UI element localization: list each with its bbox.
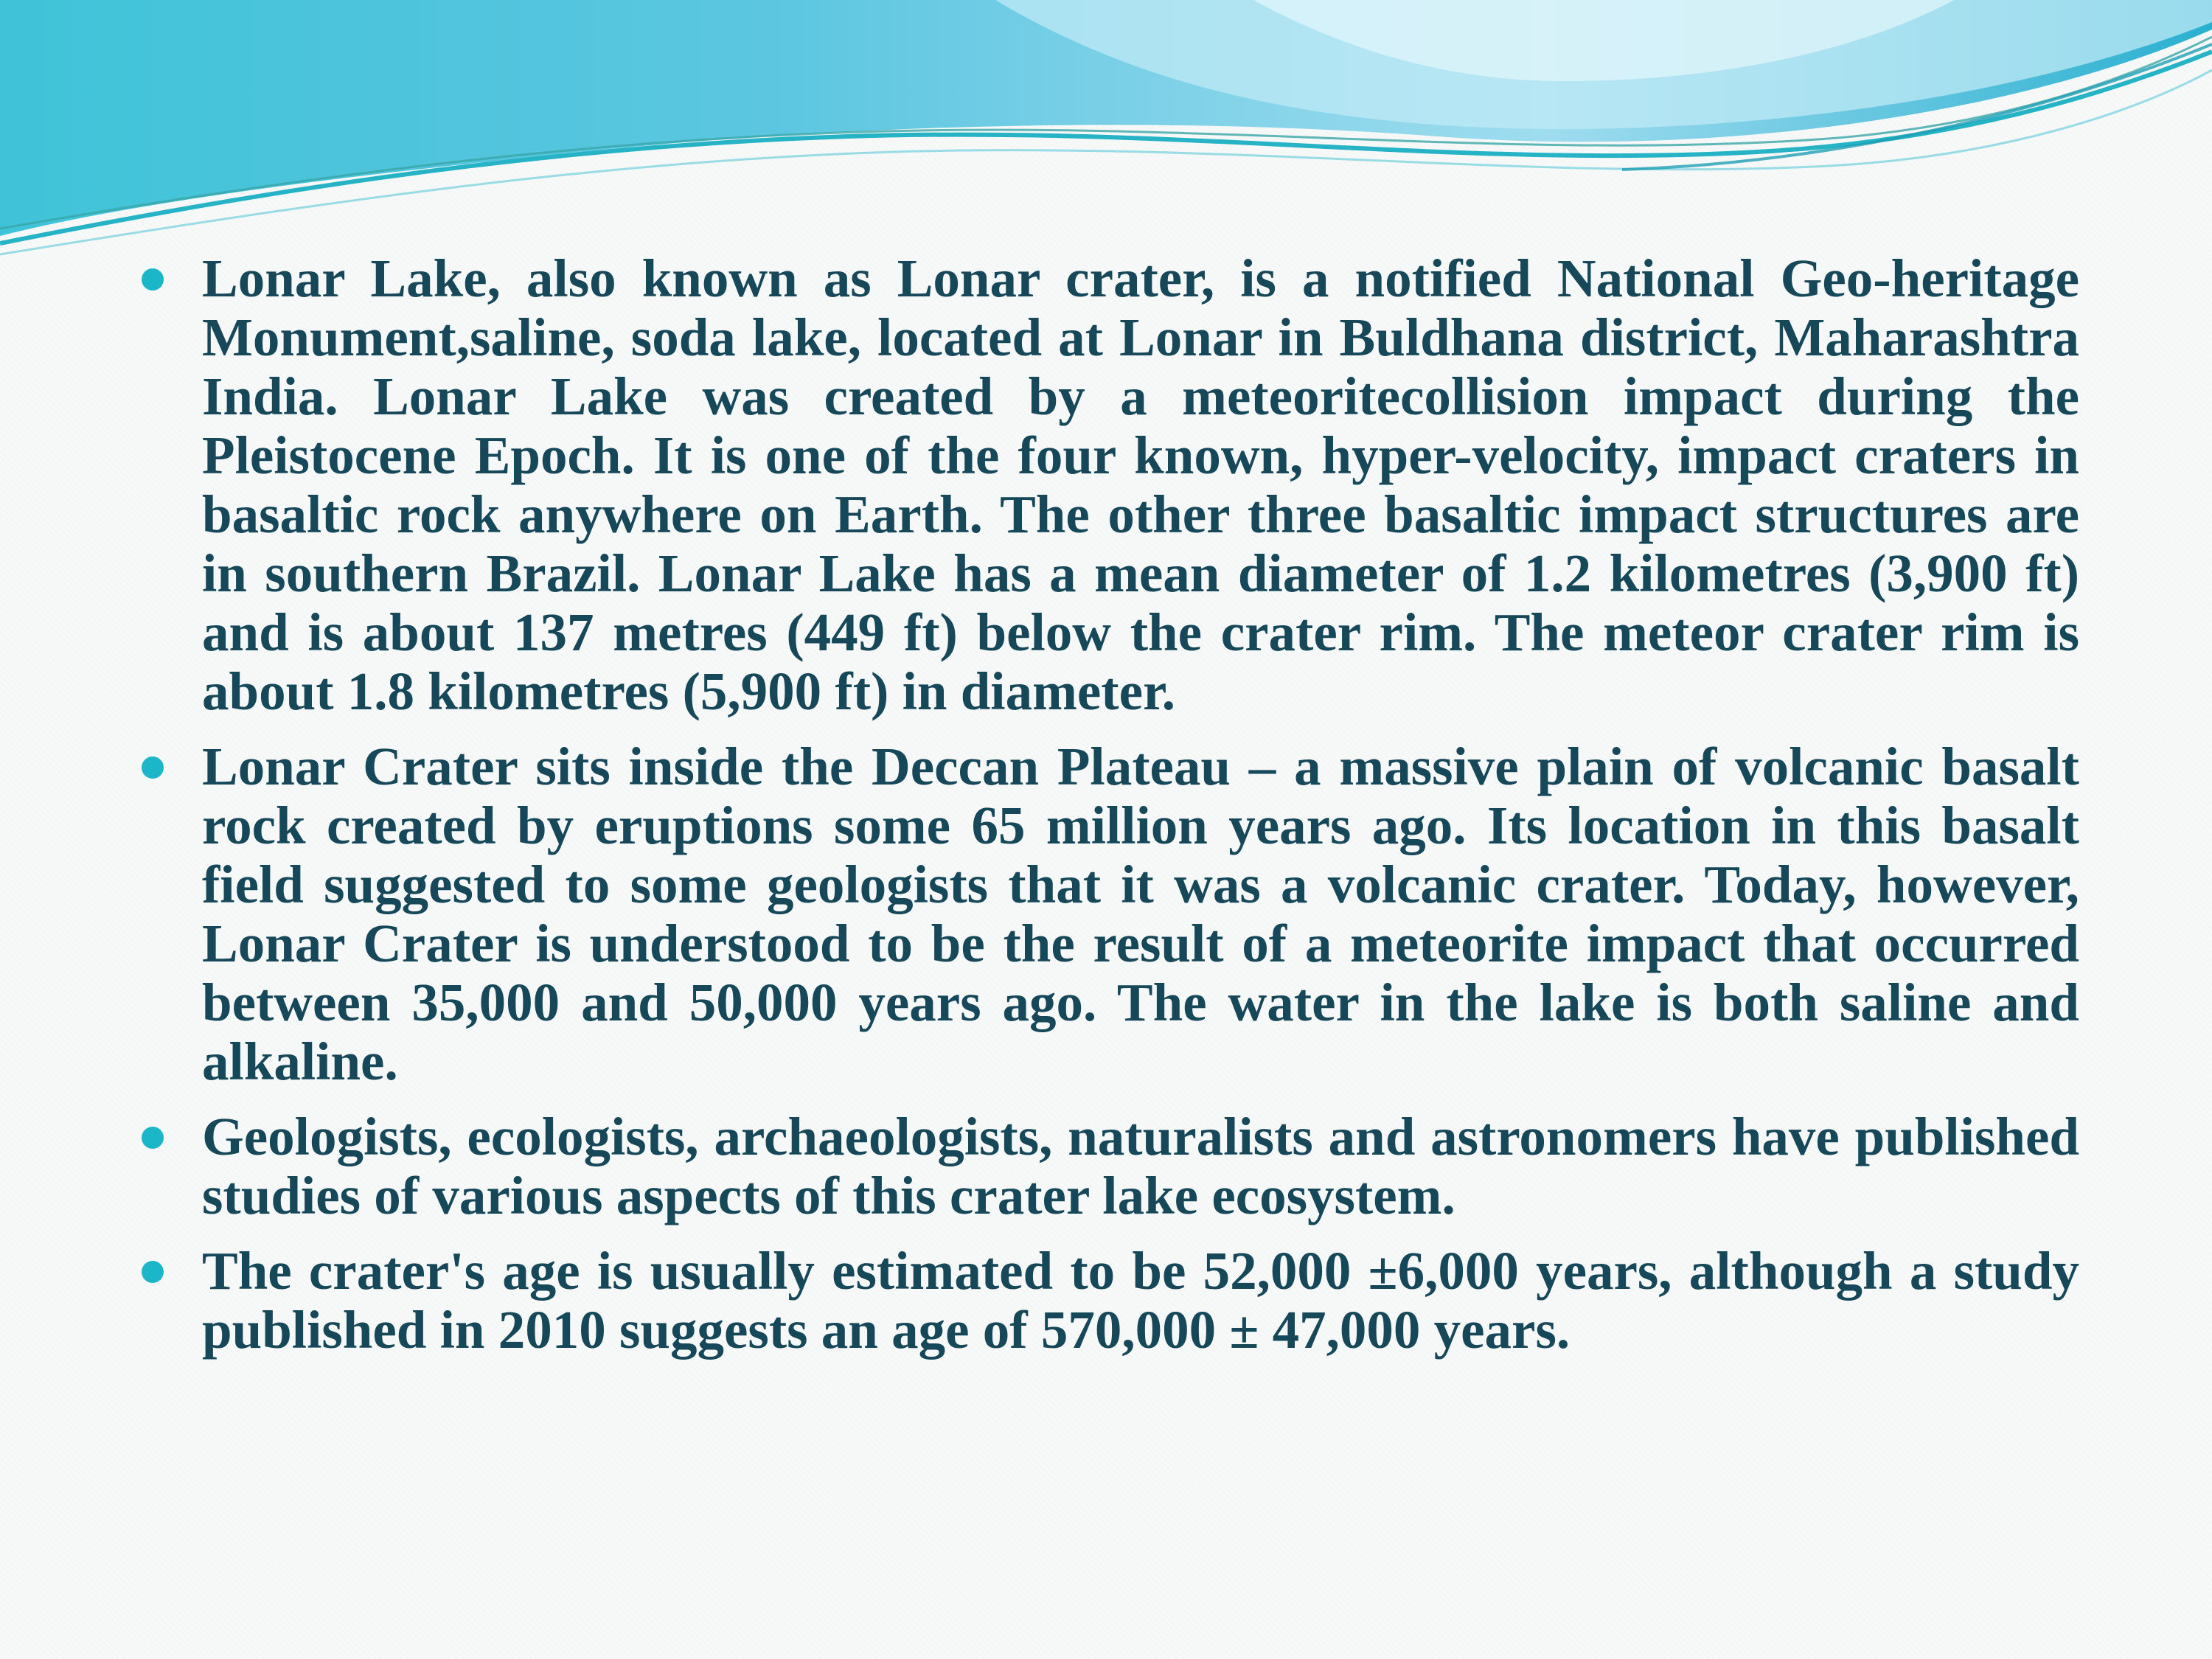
bullet-item-crater-age [140, 1242, 2079, 1360]
bullet-item-studies [140, 1107, 2079, 1225]
bullet-dot-icon [142, 1261, 164, 1283]
bullet-list [140, 249, 2079, 1360]
bullet-text: Lonar Lake, also known as Lonar crater, is a notified National Geo-heritage Monument,saline, soda lake, located at Lonar in Buldhana district, Maharashtra India. Lonar Lake was created by a meteoritecollision impact during the Pleistocene Epoch. It is one of the four known, hyper-velocity, impact craters in basaltic rock anywhere on Earth. The other three basaltic impact structures are in southern Brazil. Lonar Lake has a mean diameter of 1.2 kilometres (3,900 ft) and is about 137 metres (449 ft) below the crater rim. The meteor crater rim is about 1.8 kilometres (5,900 ft) in diameter. [202, 248, 2079, 721]
header-wave-decoration [0, 0, 2212, 265]
bullet-item-deccan-plateau [140, 737, 2079, 1091]
bullet-text: Lonar Crater sits inside the Deccan Plateau – a massive plain of volcanic basalt rock created by eruptions some 65 million years ago. Its location in this basalt field suggested to some geologists that it was a volcanic crater. Today, however, Lonar Crater is understood to be the result of a meteorite impact that occurred between 35,000 and 50,000 years ago. The water in the lake is both saline and alkaline. [202, 737, 2079, 1091]
bullet-dot-icon [142, 757, 164, 779]
bullet-dot-icon [142, 1127, 164, 1149]
bullet-text: The crater's age is usually estimated to be 52,000 ±6,000 years, although a study published in 2010 suggests an age of 570,000 ± 47,000 years. [202, 1241, 2079, 1360]
bullet-dot-icon [142, 268, 164, 291]
bullet-text: Geologists, ecologists, archaeologists, naturalists and astronomers have published studies of various aspects of this crater lake ecosystem. [202, 1107, 2079, 1225]
bullet-item-lonar-lake [140, 249, 2079, 721]
bullet-list-container [140, 249, 2079, 1376]
